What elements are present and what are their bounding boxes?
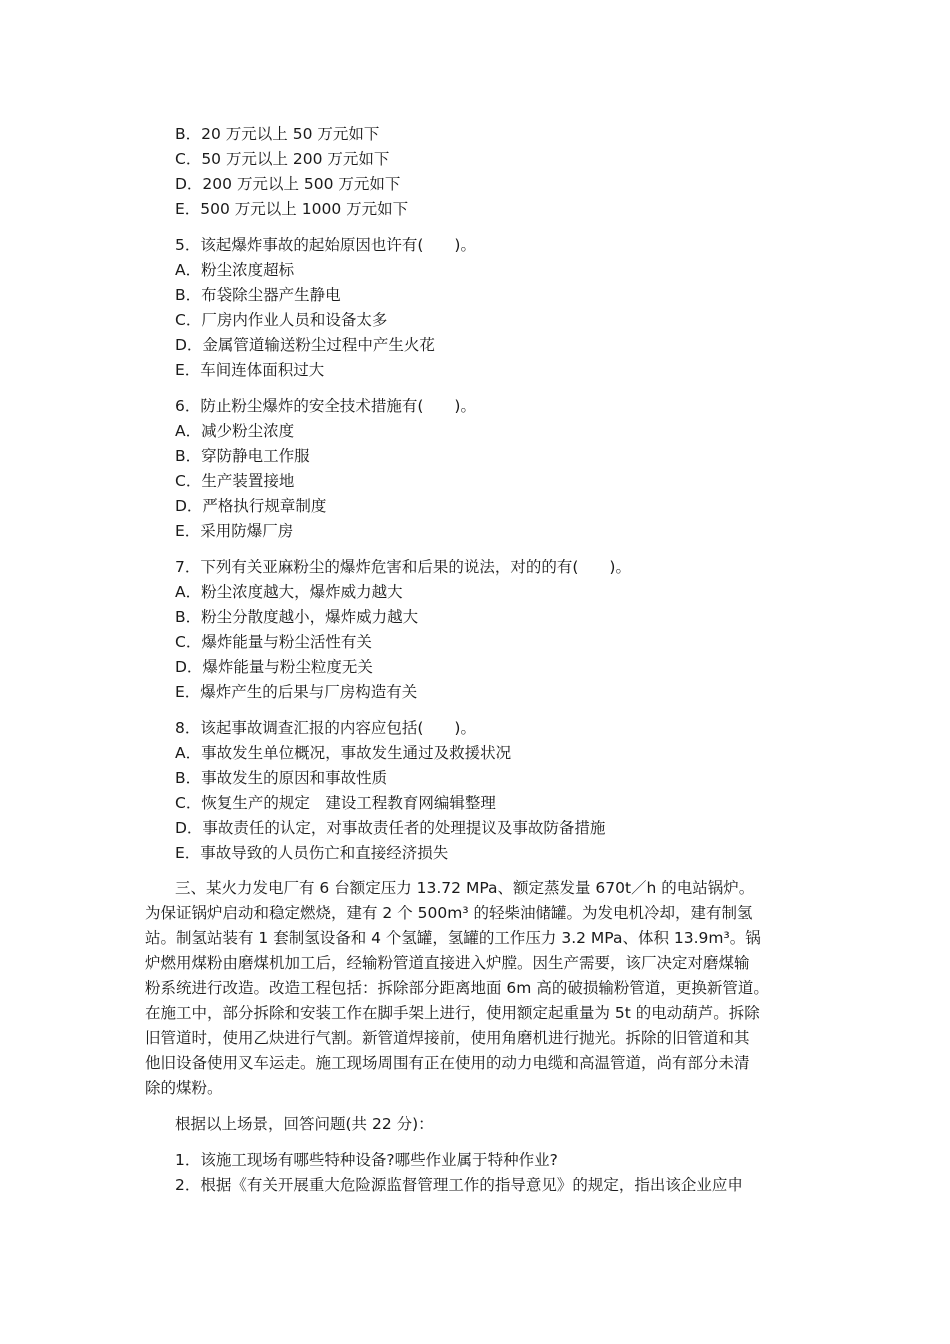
option-b: B．布袋除尘器产生静电 <box>175 286 341 304</box>
option-c: C．厂房内作业人员和设备太多 <box>175 311 388 329</box>
option-e: E．爆炸产生的后果与厂房构造有关 <box>175 683 418 701</box>
question-4-options <box>175 122 815 222</box>
option-c: C．50 万元以上 200 万元如下 <box>175 150 390 168</box>
option-b: B．20 万元以上 50 万元如下 <box>175 125 380 143</box>
paragraph-line: 为保证锅炉启动和稳定燃烧，建有 2 个 500m³ 的轻柴油储罐。为发电机冷却，建有制氢 <box>145 904 753 922</box>
option-e: E．500 万元以上 1000 万元如下 <box>175 200 409 218</box>
paragraph-line: 三、某火力发电厂有 6 台额定压力 13.72 MPa、额定蒸发量 670t／h 的电站锅炉。 <box>175 879 755 897</box>
option-a: A．减少粉尘浓度 <box>175 422 295 440</box>
paragraph-line: 站。制氢站装有 1 套制氢设备和 4 个氢罐，氢罐的工作压力 3.2 MPa、体积 13.9m³。锅 <box>145 929 761 947</box>
option-c: C．爆炸能量与粉尘活性有关 <box>175 633 372 651</box>
paragraph-line: 粉系统进行改造。改造工程包括：拆除部分距离地面 6m 高的破损输粉管道，更换新管道。 <box>145 979 769 997</box>
paragraph-line: 在施工中，部分拆除和安装工作在脚手架上进行，使用额定起重量为 5t 的电动葫芦。拆除 <box>145 1004 760 1022</box>
option-d: D．爆炸能量与粉尘粒度无关 <box>175 658 373 676</box>
question-stem: 6．防止粉尘爆炸的安全技术措施有( )。 <box>175 397 476 415</box>
option-c: C．生产装置接地 <box>175 472 295 490</box>
option-a: A．事故发生单位概况，事故发生通过及救援状况 <box>175 744 512 762</box>
question-stem: 7．下列有关亚麻粉尘的爆炸危害和后果的说法，对的的有( )。 <box>175 558 631 576</box>
option-c: C．恢复生产的规定 建设工程教育网编辑整理 <box>175 794 496 812</box>
document-body <box>145 122 815 1198</box>
scenario-3-questions <box>175 1148 815 1198</box>
option-d: D．金属管道输送粉尘过程中产生火花 <box>175 336 435 354</box>
option-b: B．事故发生的原因和事故性质 <box>175 769 388 787</box>
question-6 <box>175 394 815 544</box>
question-stem: 5．该起爆炸事故的起始原因也许有( )。 <box>175 236 476 254</box>
option-e: E．事故导致的人员伤亡和直接经济损失 <box>175 844 449 862</box>
option-a: A．粉尘浓度越大，爆炸威力越大 <box>175 583 403 601</box>
option-d: D．严格执行规章制度 <box>175 497 327 515</box>
scenario-question: 2．根据《有关开展重大危险源监督管理工作的指导意见》的规定，指出该企业应申 <box>175 1176 743 1194</box>
question-7 <box>175 555 815 705</box>
option-d: D．200 万元以上 500 万元如下 <box>175 175 401 193</box>
scenario-prompt: 根据以上场景，回答问题(共 22 分)： <box>175 1115 434 1133</box>
option-d: D．事故责任的认定，对事故责任者的处理提议及事故防备措施 <box>175 819 606 837</box>
question-5 <box>175 233 815 383</box>
paragraph-line: 炉燃用煤粉由磨煤机加工后，经输粉管道直接进入炉膛。因生产需要，该厂决定对磨煤输 <box>145 954 750 972</box>
scenario-3-prompt-block <box>175 1112 815 1137</box>
paragraph-line: 除的煤粉。 <box>145 1079 223 1097</box>
option-b: B．穿防静电工作服 <box>175 447 310 465</box>
scenario-question: 1．该施工现场有哪些特种设备?哪些作业属于特种作业? <box>175 1151 558 1169</box>
question-8 <box>175 716 815 866</box>
scenario-3-paragraph <box>145 876 795 1101</box>
option-e: E．车间连体面积过大 <box>175 361 325 379</box>
paragraph-line: 旧管道时，使用乙炔进行气割。新管道焊接前，使用角磨机进行抛光。拆除的旧管道和其 <box>145 1029 750 1047</box>
question-stem: 8．该起事故调查汇报的内容应包括( )。 <box>175 719 476 737</box>
option-e: E．采用防爆厂房 <box>175 522 294 540</box>
option-b: B．粉尘分散度越小，爆炸威力越大 <box>175 608 419 626</box>
option-a: A．粉尘浓度超标 <box>175 261 295 279</box>
paragraph-line: 他旧设备使用叉车运走。施工现场周围有正在使用的动力电缆和高温管道，尚有部分未清 <box>145 1054 750 1072</box>
